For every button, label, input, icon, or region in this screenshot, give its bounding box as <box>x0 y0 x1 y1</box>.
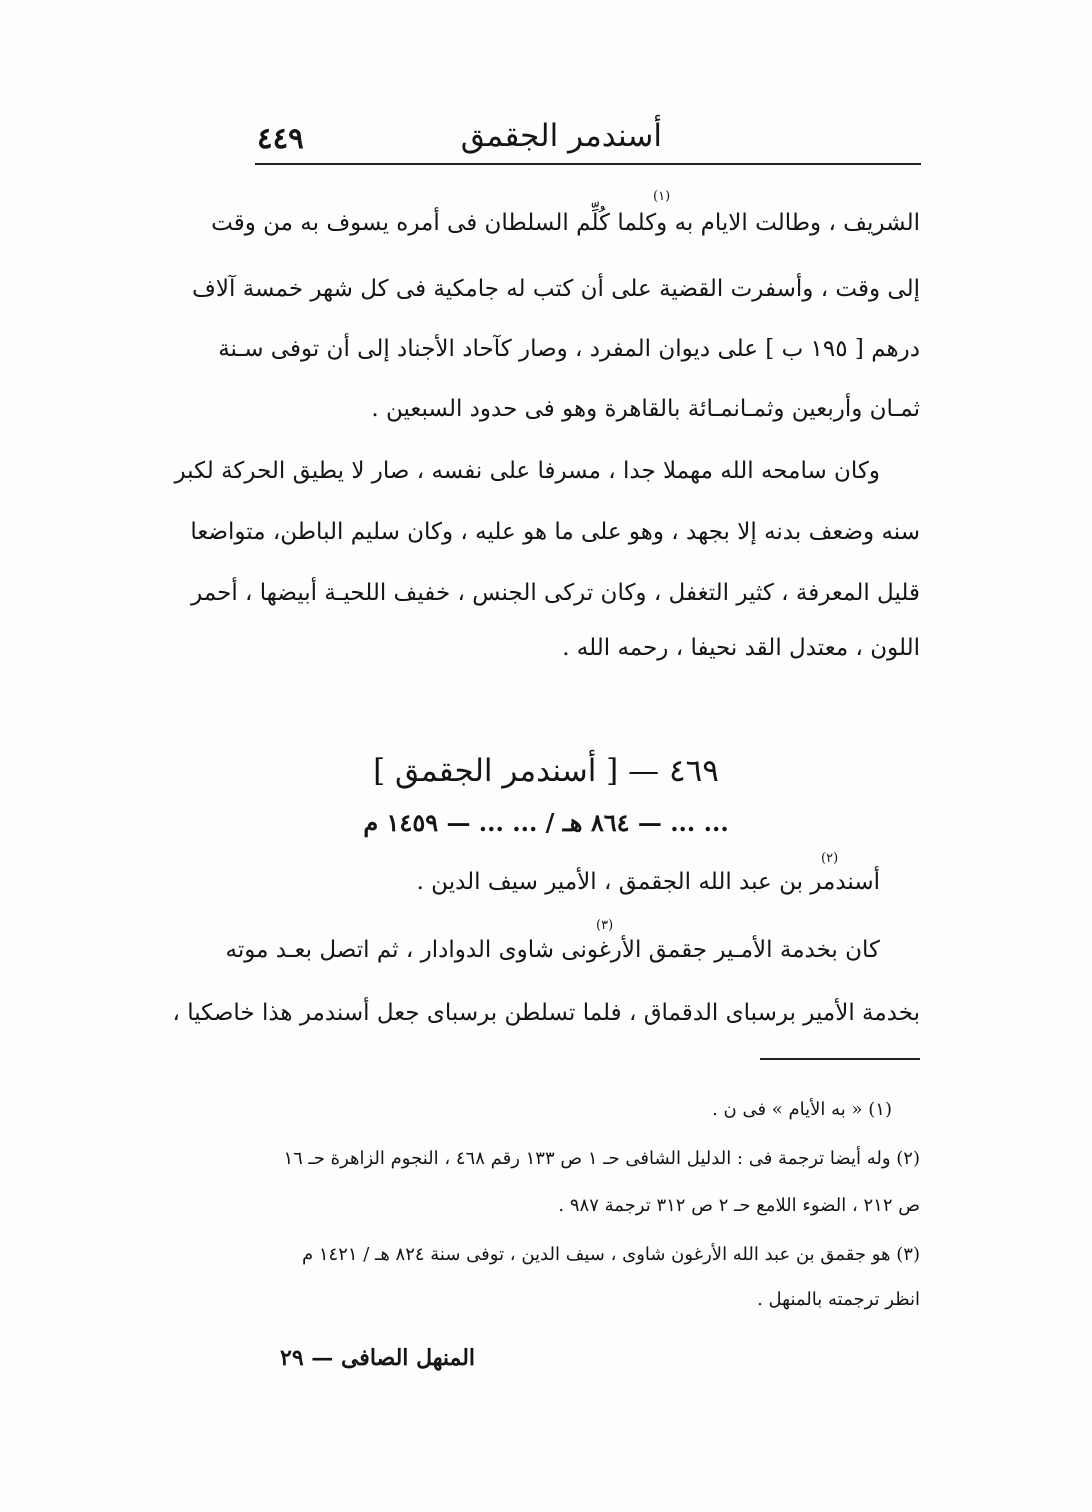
entry-body-line-2: بخدمة الأمير برسباى الدقماق ، فلما تسلطن برسباى جعل أسندمر هذا خاصكيا ، <box>172 1000 920 1026</box>
paragraph-2-line-4: اللون ، معتدل القد نحيفا ، رحمه الله . <box>562 635 920 661</box>
footnote-2-line-2: ص ٢١٢ ، الضوء اللامع حـ ٢ ص ٣١٢ ترجمة ٩٨٧ . <box>558 1195 920 1216</box>
header-divider <box>255 163 921 165</box>
entry-dates: ... ... — ٨٦٤ هـ / ... ... — ١٤٥٩ م <box>363 808 729 837</box>
paragraph-2-line-3: قليل المعرفة ، كثير التغفل ، وكان تركى الجنس ، خفيف اللحيـة أبيضها ، أحمر <box>191 580 920 606</box>
footnote-3-line-2: انظر ترجمته بالمنهل . <box>757 1289 920 1310</box>
footnote-1-line-1: (١) « به الأيام » فى ن . <box>712 1099 892 1120</box>
running-header-title: أسندمر الجقمق <box>460 118 662 154</box>
entry-heading: ٤٦٩ — [ أسندمر الجقمق ] <box>373 753 719 789</box>
paragraph-1-line-2: إلى وقت ، وأسفرت القضية على أن كتب له جامكية فى كل شهر خمسة آلاف <box>192 276 920 302</box>
paragraph-1-line-4: ثمـان وأربعين وثمـانمـائة بالقاهرة وهو فى حدود السبعين . <box>371 396 920 422</box>
paragraph-1-line-1: الشريف ، وطالت الايام به وكلما كُلِّم السلطان فى أمره يسوف به من وقت <box>211 210 920 236</box>
footnote-marker-1: (١) <box>653 189 671 204</box>
footnote-divider <box>760 1058 920 1060</box>
page-number: ٤٤٩ <box>257 121 304 155</box>
entry-name-line: أسندمر بن عبد الله الجقمق ، الأمير سيف الدين . <box>416 869 880 895</box>
footnote-2-line-1: (٢) وله أيضا ترجمة فى : الدليل الشافى حـ ١ ص ١٣٣ رقم ٤٦٨ ، النجوم الزاهرة حـ ١٦ <box>283 1148 920 1169</box>
entry-body-line-1: كان بخدمة الأمـير جقمق الأرغونى شاوى الدوادار ، ثم اتصل بعـد موته <box>225 937 880 963</box>
footnote-marker-2: (٢) <box>821 851 839 866</box>
paragraph-1-line-3: درهم [ ١٩٥ ب ] على ديوان المفرد ، وصار كآحاد الأجناد إلى أن توفى سـنة <box>218 336 920 362</box>
footnote-3-line-1: (٣) هو جقمق بن عبد الله الأرغون شاوى ، سيف الدين ، توفى سنة ٨٢٤ هـ / ١٤٢١ م <box>302 1244 920 1265</box>
paragraph-2-line-1: وكان سامحه الله مهملا جدا ، مسرفا على نفسه ، صار لا يطيق الحركة لكبر <box>174 458 880 484</box>
paragraph-2-line-2: سنه وضعف بدنه إلا بجهد ، وهو على ما هو عليه ، وكان سليم الباطن، متواضعا <box>190 519 920 545</box>
page-signature: المنهل الصافى — ٢٩ <box>280 1345 476 1371</box>
footnote-marker-3: (٣) <box>596 918 614 933</box>
